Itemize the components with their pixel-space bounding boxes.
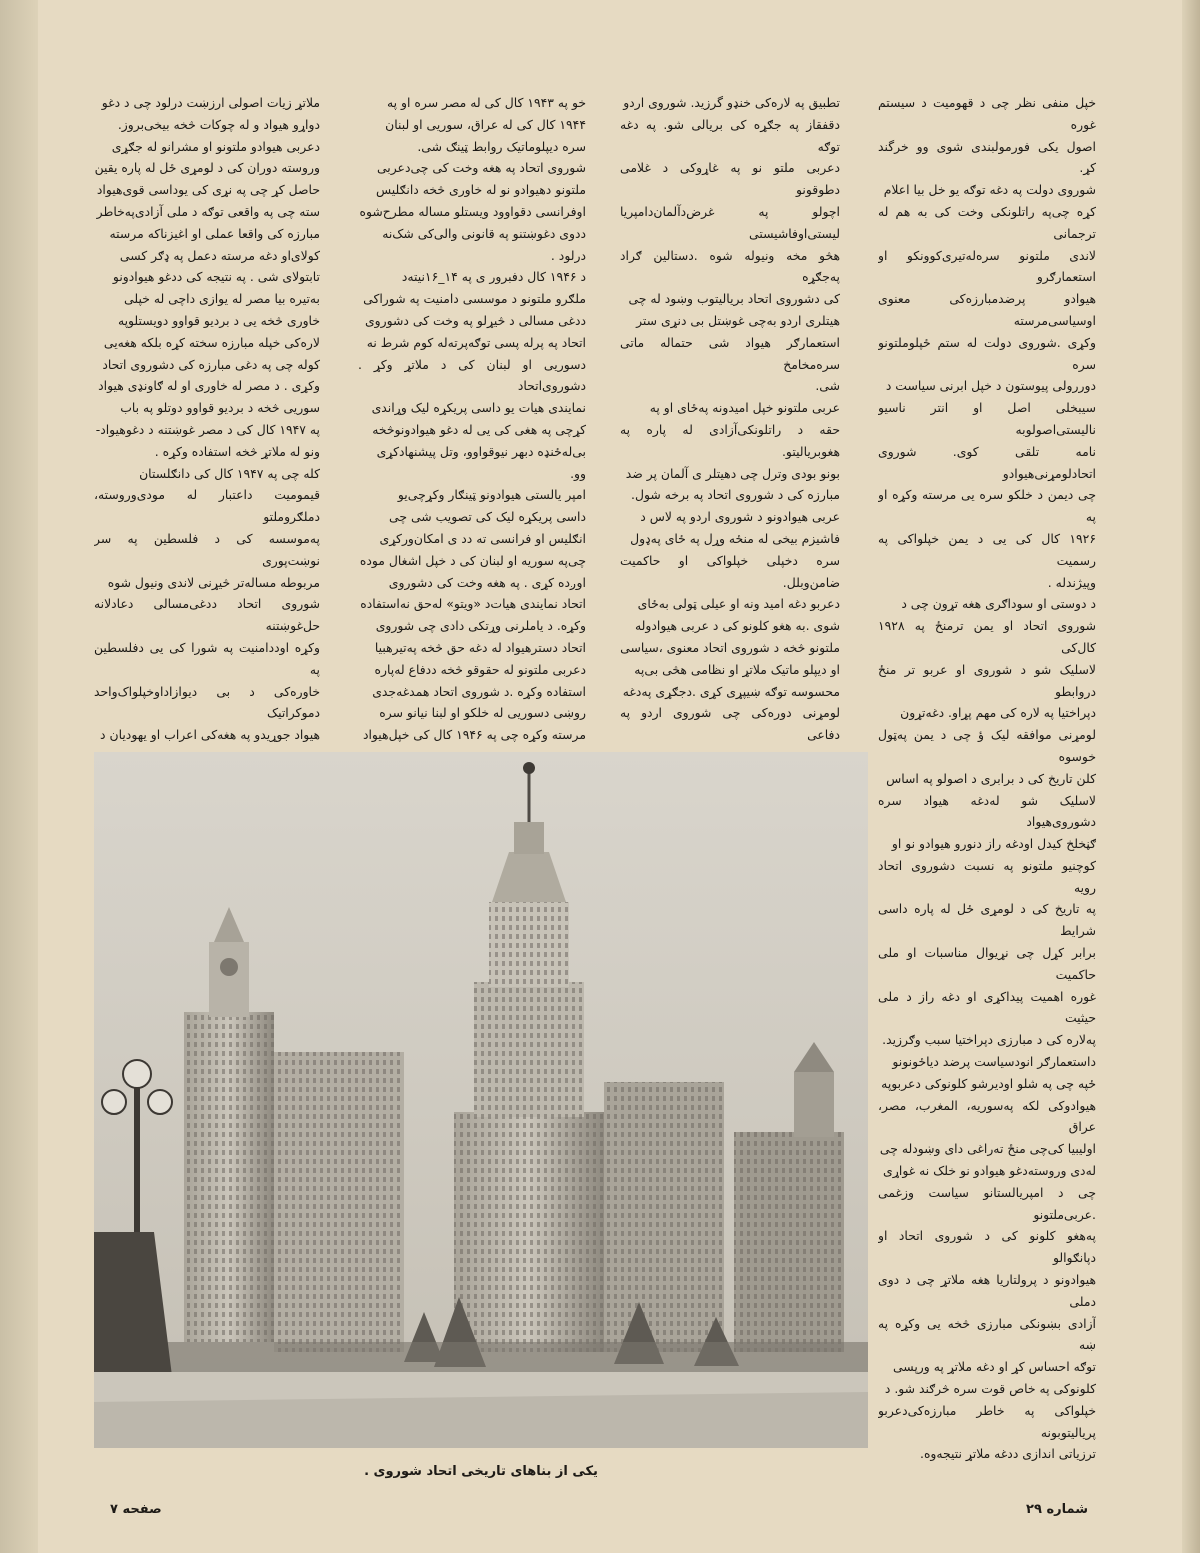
text-line: هیوادوکی لکه په‌سوریه، المغرب، مصر، عراق [878, 1097, 1096, 1135]
text-line: دواړو هیواد و له چوکات څخه بیخی‌بروز. [117, 116, 320, 132]
text-line: ملتونو دهیوادو نو له خاوری څخه دانګلیس [375, 182, 586, 198]
text-line: هڅو مخه ونیوله شوه .دستالین ګراد په‌جګړه [620, 247, 840, 285]
text-line: په‌موسسه کی د فلسطین په سر نوښت‌پوری [94, 530, 320, 568]
text-line: کلن تاریخ کی د برابری د اصولو په اساس [886, 770, 1096, 786]
text-line: ملګرو ملتونو د موسسی دامنیت په شوراکی [363, 291, 586, 307]
text-line: اچولو په غرض‌دآلمان‌دامپریا لیستی‌اوفاشیستی [620, 203, 840, 241]
text-line: دسوریی او لبنان کی د ملاتړ وکړ . دشوروی‌اتحاد [358, 356, 586, 394]
text-line: خو په ۱۹۴۳ کال کی له مصر سره او په [387, 95, 586, 110]
text-line: استفاده وکړه .د شوروی اتحاد همدغه‌جدی [372, 683, 586, 699]
text-line: فاشیزم بیخی له منځه وړل په ځای په‌ډول [630, 530, 840, 546]
text-line: کی دشوروی اتحاد بریالیتوب وښود له چی [628, 291, 840, 307]
text-line: وکړی .شوروی دولت له ستم ځپلوملتونو سره [878, 334, 1096, 372]
text-line: وو. [570, 465, 586, 481]
text-line: دعربو دغه امید ونه او عیلی ټولی به‌ځای [637, 596, 840, 612]
text-line: سره دخپلی خپلواکی او حاکمیت ضامن‌وبلل. [620, 552, 840, 590]
text-column-4 [94, 92, 320, 742]
text-line: لاندی ملتونو سره‌له‌تیری‌کوونکو او استعمارګرو [878, 247, 1096, 285]
text-line: وروسته دوران کی د لومړی ځل له پاره یقین [94, 160, 320, 176]
text-line: کله چی په ۱۹۴۷ کال کی دانګلستان [139, 465, 320, 481]
text-line: مبارزه کی واقعا عملی او اغیزناکه مرسته [109, 225, 320, 241]
text-line: چی‌په سوریه او لبنان کی د خپل اشغال موده [359, 552, 586, 568]
text-line: داستعمارګر انودسیاست پرضد دیاځونونو [892, 1054, 1096, 1070]
text-line: انګلیس او فرانسی ته دد ی امکان‌ورکړی [379, 530, 586, 546]
text-line: خاوری څخه یی د بردیو قواوو دویستلو‌په [117, 312, 320, 328]
text-line: دعربی ملتونو له حقوقو څخه ددفاع له‌پاره [374, 661, 586, 677]
text-line: وپیژندله . [1047, 574, 1096, 590]
text-line: لاره‌کی خپله مبارزه سخته کړه بلکه هغه‌یی [103, 334, 320, 350]
page-gutter-shadow [0, 0, 38, 1553]
text-line: لاسلیک شو د شوروی او عربو تر منځ دروابطو [878, 661, 1096, 699]
text-line: لومړنی موافقه لیک ؤ چی د یمن په‌ټول خوسوه [878, 727, 1096, 764]
text-column-3 [358, 92, 586, 742]
text-line: چی د امپریالستانو سیاست وزغمی .عربی‌ملتونو [878, 1184, 1096, 1222]
photo-caption: یکی از بناهای تاریخی اتحاد شوروی . [364, 1464, 598, 1479]
text-line: درلود . [550, 247, 586, 263]
page-outer-edge [1182, 0, 1200, 1553]
text-line: تطبیق په لاره‌کی خنډو گرزید. شوروی اردو [623, 95, 840, 110]
text-line: ونو له ملاتړ څخه استفاده وکړه . [154, 443, 320, 459]
text-line: شوی .به هغو کلونو کی د عربی هیوادوله [634, 618, 840, 634]
text-line: ترزیاتی اندازی ددغه ملاتړ نتیجه‌وه. [920, 1446, 1096, 1462]
text-line: شوروی اتحاد ددغی‌مسالی دعادلانه حل‌غوښتنه [94, 596, 320, 634]
text-line: د دوستی او سوداګری هغه تړون چی د [901, 596, 1096, 612]
text-line: وکړه. د یاملرنی وړتکی دادی چی شوروی [375, 618, 586, 634]
text-line: وکړه اوددامنیت په شورا کی یی دفلسطین په [94, 639, 320, 677]
text-line: اولیبیا کی‌چی منځ ته‌راغی دای وښودله چی [879, 1141, 1096, 1157]
text-line: ددغی مسالی د څیړلو په وخت کی دشوروی [364, 312, 586, 328]
text-line: دوررولی پیوستون د خپل ابرنی سیاست د [885, 378, 1096, 394]
text-line: کوچنیو ملتونو په نسبت دشوروی اتحاد رویه [878, 857, 1096, 895]
text-line: مبارزه کی د شوروی اتحاد په برخه شول. [631, 487, 840, 503]
text-line: مرسته وکړه چی په ۱۹۴۶ کال کی خپل‌هیواد [362, 727, 586, 742]
text-line: تابتولای شی . په نتیجه کی ددغو هیوادونو [112, 269, 320, 285]
text-line: دعربی ملتو نو په غاړوکی د غلامی دطوقونو [620, 160, 840, 198]
text-line: وکړی . د مصر له خاوری او له ګاونډی هیواد [98, 378, 320, 394]
text-line: دقفقاز په جګړه کی بریالی شو. په دغه توګه [620, 116, 840, 154]
text-line: سته چی په واقعی توګه د ملی آزادی‌په‌خاطر [96, 203, 320, 219]
text-line: هیتلری اردو به‌چی غوښتل بی دنړی ستر [636, 312, 840, 328]
text-line: لومړنی دوره‌کی چی شوروی اردو په دفاعی [620, 705, 840, 742]
text-line: کړه چی‌په راتلونکی وخت کی به هم له ترجمانی [878, 203, 1096, 241]
text-line: لاسلیک شو له‌دغه هیواد سره د‌شوروی‌هیواد [878, 792, 1096, 830]
text-line: روښی دسوریی له خلکو او لبنا نیانو سره [379, 705, 586, 721]
text-line [878, 1465, 1096, 1472]
text-line: عربی هیوادونو د شوروی اردو په لاس د [640, 509, 840, 525]
text-line: کړچی په هغی کی یی له دغو هیوادونوڅخه [372, 421, 586, 437]
text-line: خاوره‌کی د بی دیوازاداوخپلواک‌واحد دموکراتیک [94, 683, 320, 721]
text-line: شی. [815, 378, 840, 394]
text-line: اتحاد نمایندی هیات‌د «ویتو» له‌حق نه‌استفاده [360, 596, 586, 612]
text-line: نمایندی هیات یو داسی پریکړه لیک وړاندی [371, 400, 586, 416]
text-line: خپلواکی په خاطر مبارزه‌کی‌دعربو پریالیتوبونه [878, 1402, 1096, 1440]
text-line: حاصل کړ چی په نړی کی یوداسی قوی‌هیواد [96, 182, 320, 198]
text-line: محسوسه توګه ښیپړی کړی .دجګړی په‌دغه [622, 683, 840, 699]
text-line: چی دیمن د خلکو سره یی مرسته وکړه او په [878, 487, 1096, 525]
text-line: په ۱۹۴۷ کال کی د مصر غوښتنه د دغوهیواد- [95, 421, 320, 437]
text-line: بونو بودی وترل چی دهیتلر ی آلمان پر ضد [625, 465, 840, 481]
text-line: په‌لاره کی د مبارزی دپراختیا سبب وګرزید. [882, 1032, 1096, 1048]
text-line: قیمومیت داعتبار له مودی‌وروسته، دملګروملتو [94, 487, 320, 525]
text-line: اتحاد دسترهیواد له دغه حق څخه په‌تیرهبیا [374, 639, 586, 655]
text-column-2 [620, 92, 840, 742]
text-line: غوره اهمیت پیداکړی او دغه راز د ملی حیثیت [878, 988, 1096, 1026]
text-line: ملتونو څخه د شوروی اتحاد معنوی ،سیاسی [620, 639, 840, 655]
text-line: ځپه چی په شلو اودیرشو کلونوکی دعربو‌په [881, 1075, 1096, 1091]
text-line: سوریی څخه د بردیو قواوو دوتلو په باب [120, 400, 320, 416]
text-line: نامه تلقی کوی. شوروی اتحادلومړنی‌هیوادو [878, 443, 1096, 481]
text-line: اوږده کړی . په هغه وخت کی دشوروی [388, 574, 586, 590]
text-line: ددوی دغوښتنو په قانونی والی‌کی شک‌نه [382, 225, 586, 241]
text-line: هیوادو پرضدمبارزه‌کی معنوی اوسیاسی‌مرسته [878, 291, 1096, 328]
text-line: توګه احساس کړ او دغه ملاتړ په ورپسی [892, 1359, 1096, 1375]
text-line: کوله چی په دغی مبارزه کی دشوروی اتحاد [102, 356, 320, 372]
text-line: مربوطه مساله‌تر څیړنی لاندی ونیول شوه [107, 574, 320, 590]
text-line: په‌هغو کلونو کی د شوروی اتحاد او دپانګوالو [878, 1228, 1096, 1266]
text-line: خپل منفی نظر چی د قهومیت د سیستم غوره [878, 95, 1096, 132]
text-line: ګڼخلخ کیدل اودغه راز دنورو هیوادو نو او [891, 836, 1096, 852]
text-line: کولای‌او دغه مرسته دعمل په ډګر کسی [119, 247, 320, 263]
text-line: عربی ملتونو خپل امیدونه په‌ځای او په [649, 400, 840, 416]
text-line: د ۱۹۴۶ کال دفبرور ی په ۱۴_۱۶نیته‌د [401, 269, 586, 285]
text-line: حقه د راتلونکی‌آزادی له پاره په هغوبریالیتو. [620, 421, 840, 459]
text-line: په تاریخ کی د لومړی ځل له پاره داسی شرایط [878, 901, 1096, 939]
text-line: داسی پریکړه لیک کی تصویب شی چی [389, 509, 586, 525]
text-line: به‌تیره بیا مصر له یوازی داچی له خپلی [124, 291, 320, 307]
text-line: له‌دی وروسته‌دغو هیوادو نو خلک نه غواړی [883, 1163, 1096, 1179]
text-line: بی‌له‌ځنډه دبهر نیوقواوو، وتل پیشنهادکړی [376, 443, 586, 459]
text-line: اتحاد په پرله پسی توګه‌پرته‌له کوم شرط نه [366, 334, 586, 350]
building-photo [94, 752, 868, 1448]
text-line: هیواد جوړیدو په هغه‌کی اعراب او یهودیان د [100, 727, 320, 742]
text-line: ۱۹۲۶ کال کی یی د یمن خپلواکی په رسمیت [878, 530, 1096, 568]
text-line: ملاتړ زیات اصولی ارزښت درلود چی د دغو [101, 95, 320, 110]
issue-number: شماره ۲۹ [1026, 1502, 1088, 1517]
text-column-1 [878, 92, 1096, 1472]
text-line: شوروی اتحاد په هغه وخت کی چی‌دعربی [376, 160, 586, 176]
text-line: اوفرانسی دقواوود ویستلو مساله مطرح‌شوه [359, 203, 586, 219]
text-line: برابر کړل چی نړیوال مناسبات او ملی حاکمیت [878, 945, 1096, 982]
text-line: آزادی بښونکی مبارزی څخه یی وکړه په ښه [878, 1315, 1096, 1353]
page-number: صفحه ۷ [110, 1502, 162, 1517]
text-line: دعربی هیوادو ملتونو او مشرانو له جګړی [111, 138, 320, 154]
text-line: ۱۹۴۴ کال کی له عراق، سوریی او لبنان [385, 116, 586, 132]
text-line: شوروی دولت په دغه توګه یو خل بیا اعلام [883, 182, 1096, 198]
text-line: دپراختیا په لاره کی مهم پړاو. دغه‌تړون [900, 705, 1096, 721]
text-line: سیبخلی اصل او انتر ناسیو نالیستی‌اصولو‌به [878, 400, 1096, 437]
text-line: اصول یکی فورمولبندی شوی وو خرگند کړ. [878, 138, 1096, 176]
text-line: شوروی اتحاد او یمن ترمنځ په ۱۹۲۸ کال‌کی [878, 618, 1096, 655]
text-line: استعمارګر هیواد شی حتماله ماتی سره‌مخامخ [620, 334, 840, 372]
text-line: او دیپلو ماتیک ملاتړ او نظامی هڅی بی‌په [634, 661, 840, 677]
text-line: کلونوکی په خاص قوت سره څرګند شو. د [884, 1381, 1096, 1397]
text-line: امپر یالستی هیوادونو ټینګار وکړچی‌یو [397, 487, 586, 503]
text-line: هیوادونو د پرولتاریا هغه ملاتړ چی د دوی دملی [878, 1272, 1096, 1309]
text-line: سره دیپلوماتیک روابط ټینګ شی. [417, 138, 586, 154]
